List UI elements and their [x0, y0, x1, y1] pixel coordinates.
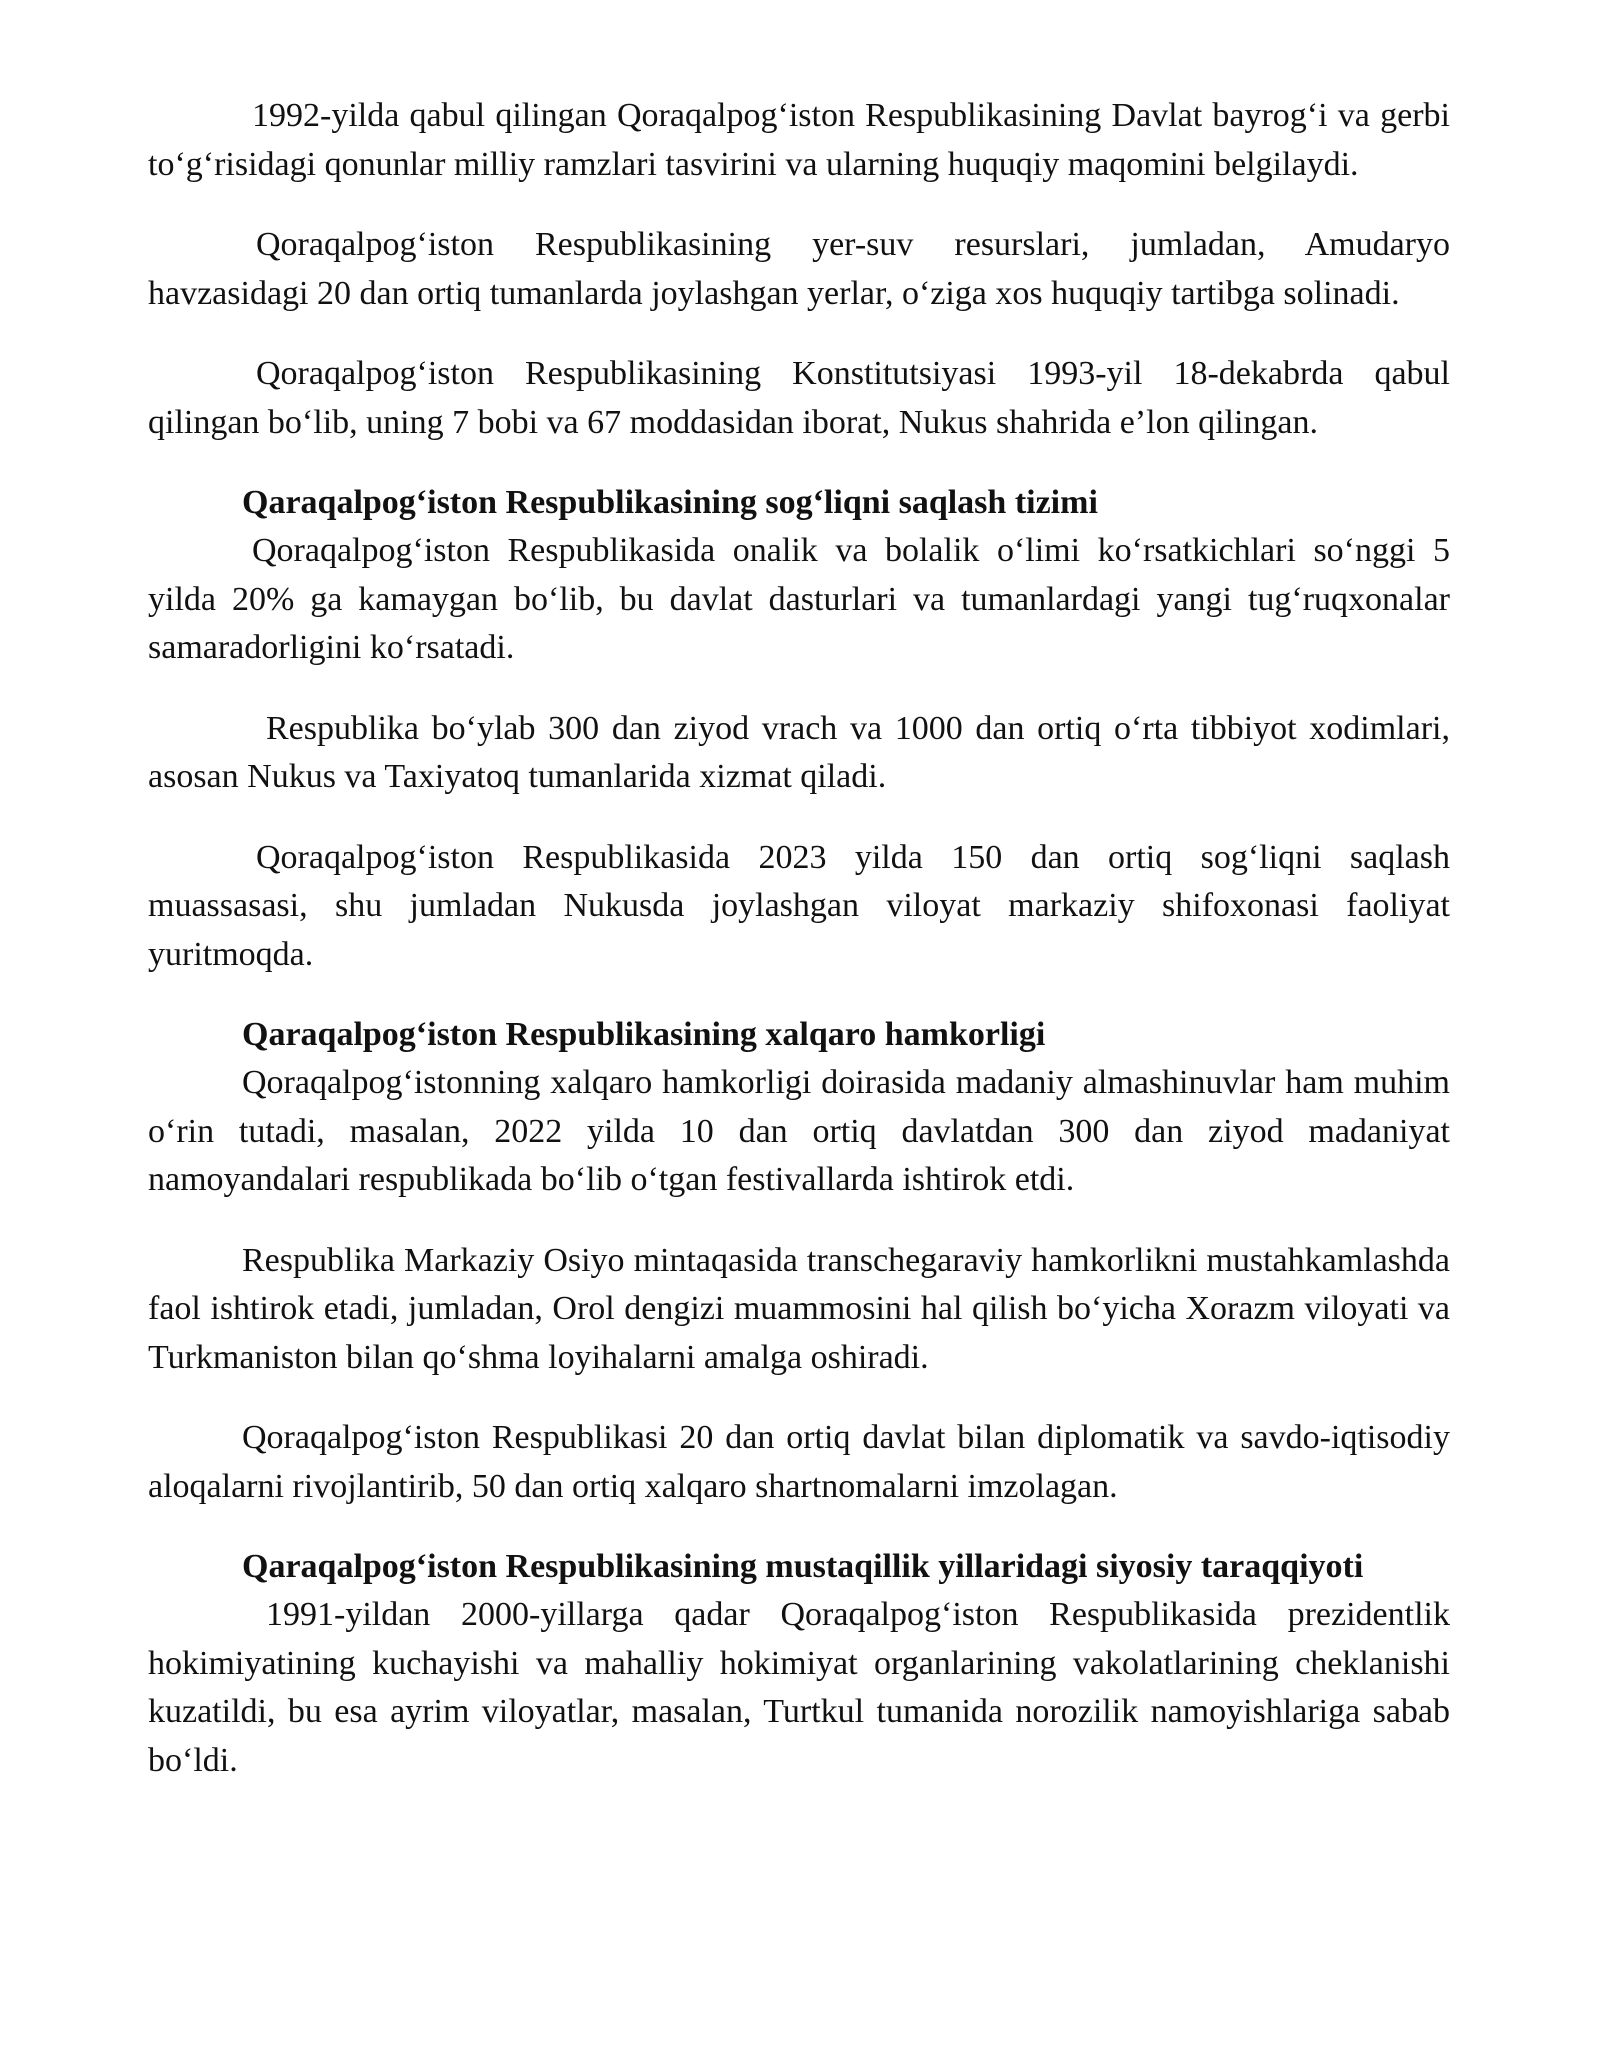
section-politics	[148, 1543, 1450, 1785]
paragraph-state-symbols: 1992-yilda qabul qilingan Qoraqalpog‘iston Respublikasining Davlat bayrog‘i va gerbi to‘g‘risidagi qonunlar milliy ramzlari tasvirini va ularning huquqiy maqomini belgilaydi.	[148, 97, 1450, 183]
paragraph-presidential-power: 1991-yildan 2000-yillarga qadar Qoraqalpog‘iston Respublikasida prezidentlik hokimiyatining kuchayishi va mahalliy hokimiyat organlarining vakolatlarining cheklanishi kuzatildi, bu esa ayrim viloyatlar, masalan, Turtkul tumanida norozilik namoyishlariga sabab bo‘ldi.	[148, 1596, 1450, 1779]
paragraph-land-water: Qoraqalpog‘iston Respublikasining yer-suv resurslari, jumladan, Amudaryo havzasidagi 20 dan ortiq tumanlarda joylashgan yerlar, o‘ziga xos huquqiy tartibga solinadi.	[148, 226, 1450, 312]
heading-political-development: Qaraqalpog‘iston Respublikasining mustaqillik yillaridagi siyosiy taraqqiyoti	[242, 1548, 1364, 1585]
document-page	[148, 92, 1450, 1785]
section-intro	[148, 92, 1450, 447]
paragraph-cultural-exchange: Qoraqalpog‘istonning xalqaro hamkorligi doirasida madaniy almashinuvlar ham muhim o‘rin tutadi, masalan, 2022 yilda 10 dan ortiq davlatdan 300 dan ziyod madaniyat namoyandalari respublikada bo‘lib o‘tgan festivallarda ishtirok etdi.	[148, 1064, 1450, 1198]
paragraph-constitution: Qoraqalpog‘iston Respublikasining Konstitutsiyasi 1993-yil 18-dekabrda qabul qilingan bo‘lib, uning 7 bobi va 67 moddasidan iborat, Nukus shahrida e’lon qilingan.	[148, 355, 1450, 441]
paragraph-transboundary: Respublika Markaziy Osiyo mintaqasida transchegaraviy hamkorlikni mustahkamlashda faol ishtirok etadi, jumladan, Orol dengizi muammosini hal qilish bo‘yicha Xorazm viloyati va Turkmaniston bilan qo‘shma loyihalarni amalga oshiradi.	[148, 1241, 1450, 1376]
paragraph-medical-staff: Respublika bo‘ylab 300 dan ziyod vrach va 1000 dan ortiq o‘rta tibbiyot xodimlari, asosan Nukus va Taxiyatoq tumanlarida xizmat qiladi.	[148, 709, 1450, 795]
paragraph-health-facilities: Qoraqalpog‘iston Respublikasida 2023 yilda 150 dan ortiq sog‘liqni saqlash muassasasi, shu jumladan Nukusda joylashgan viloyat markaziy shifoxonasi faoliyat yuritmoqda.	[148, 838, 1450, 973]
section-health	[148, 479, 1450, 979]
paragraph-diplomatic-relations: Qoraqalpog‘iston Respublikasi 20 dan ortiq davlat bilan diplomatik va savdo-iqtisodiy aloqalarni rivojlantirib, 50 dan ortiq xalqaro shartnomalarni imzolagan.	[148, 1419, 1450, 1505]
heading-health-system: Qaraqalpog‘iston Respublikasining sog‘liqni saqlash tizimi	[242, 484, 1098, 521]
paragraph-maternal-mortality: Qoraqalpog‘iston Respublikasida onalik va bolalik o‘limi ko‘rsatkichlari so‘nggi 5 yilda 20% ga kamaygan bo‘lib, bu davlat dasturlari va tumanlardagi yangi tug‘ruqxonalar samaradorligini ko‘rsatadi.	[148, 532, 1450, 666]
heading-international-cooperation: Qaraqalpog‘iston Respublikasining xalqaro hamkorligi	[242, 1016, 1046, 1053]
section-international	[148, 1011, 1450, 1511]
